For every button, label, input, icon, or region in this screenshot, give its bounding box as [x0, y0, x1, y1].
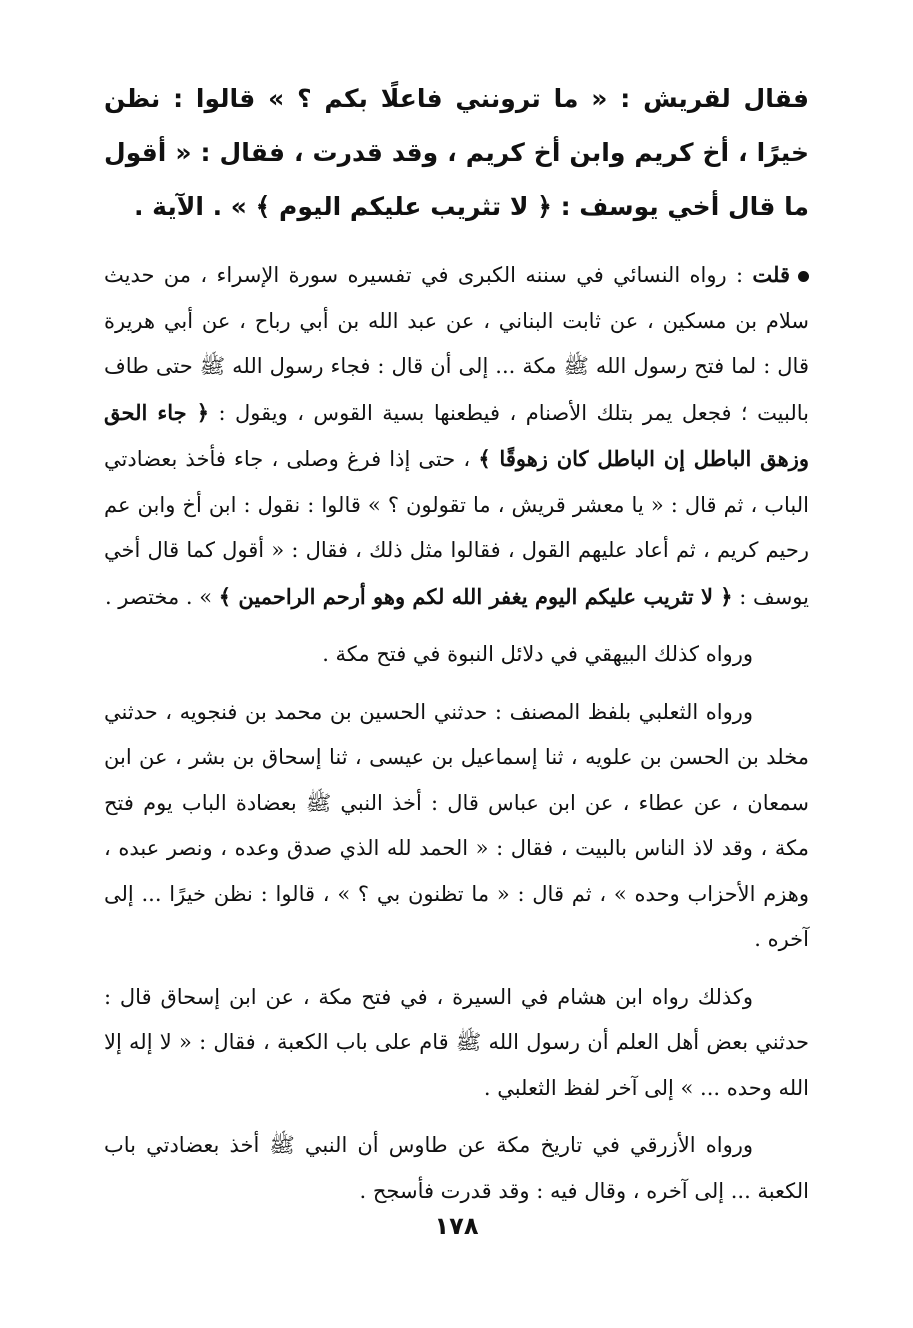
lead-paragraph: فقال لقريش : « ما ترونني فاعلًا بكم ؟ » قالوا : نظن خيرًا ، أخ كريم وابن أخ كريم ، وقد قدرت ، فقال : « أقول ما قال أخي يوسف : ﴿ لا تثريب عليكم اليوم ﴾ » . الآية .: [104, 84, 809, 221]
paragraph-text: » . مختصر .: [104, 584, 219, 609]
quran-verse: ﴿ لا تثريب عليكم اليوم يغفر الله لكم وهو أرحم الراحمين ﴾: [218, 583, 733, 609]
qultu-label: قلت: [752, 262, 790, 287]
paragraph-bayhaqi: ورواه كذلك البيهقي في دلائل النبوة في فتح مكة .: [322, 642, 753, 666]
page-number: ١٧٨: [434, 1212, 479, 1240]
paragraph-thalabi: ورواه الثعلبي بلفظ المصنف : حدثني الحسين بن محمد بن فنجويه ، حدثني مخلد بن الحسن بن علويه ، ثنا إسماعيل بن عيسى ، ثنا إسحاق بن بشر ، عن ابن سمعان ، عن عطاء ، عن ابن عباس قال : أخذ النبي ﷺ بعضادة الباب يوم فتح مكة ، وقد لاذ الناس بالبيت ، فقال : « الحمد لله الذي صدق وعده ، ونصر عبده ، وهزم الأحزاب وحده » ، ثم قال : « ما تظنون بي ؟ » ، قالوا : نظن خيرًا ... إلى آخره .: [104, 699, 809, 951]
paragraph-text: ، حتى إذا فرغ وصلى ، جاء فأخذ بعضادتي الباب ، ثم قال : « يا معشر قريش ، ما تقولون ؟ » قالوا : نقول : ابن أخ وابن عم رحيم كريم ، ثم أعاد عليهم القول ، فقالوا مثل ذلك ، فقال : « أقول كما قال أخي يوسف :: [104, 447, 809, 609]
paragraph-ibn-hisham: وكذلك رواه ابن هشام في السيرة ، في فتح مكة ، عن ابن إسحاق قال : حدثني بعض أهل العلم أن رسول الله ﷺ قام على باب الكعبة ، فقال : « لا إله إلا الله وحده ... » إلى آخر لفظ الثعلبي .: [104, 984, 809, 1100]
paragraph-text: : رواه النسائي في سننه الكبرى في تفسيره سورة الإسراء ، من حديث سلام بن مسكين ، عن ثابت البناني ، عن عبد الله بن أبي رباح ، عن أبي هريرة قال : لما فتح رسول الله ﷺ مكة ... إلى أن قال : فجاء رسول الله ﷺ حتى طاف بالبيت ؛ فجعل يمر بتلك الأصنام ، فيطعنها بسية القوس ، ويقول :: [104, 263, 810, 425]
paragraph-azraqi: ورواه الأزرقي في تاريخ مكة عن طاوس أن النبي ﷺ أخذ بعضادتي باب الكعبة ... إلى آخره ، وقال فيه : وقد قدرت فأسجح .: [104, 1133, 809, 1203]
bullet-icon: [798, 271, 809, 282]
paragraph-qultu: [104, 252, 809, 620]
quran-verse: ﴿ جاء الحق وزهق الباطل إن الباطل كان زهوقًا ﴾: [104, 399, 809, 471]
page-body: [104, 72, 809, 1226]
